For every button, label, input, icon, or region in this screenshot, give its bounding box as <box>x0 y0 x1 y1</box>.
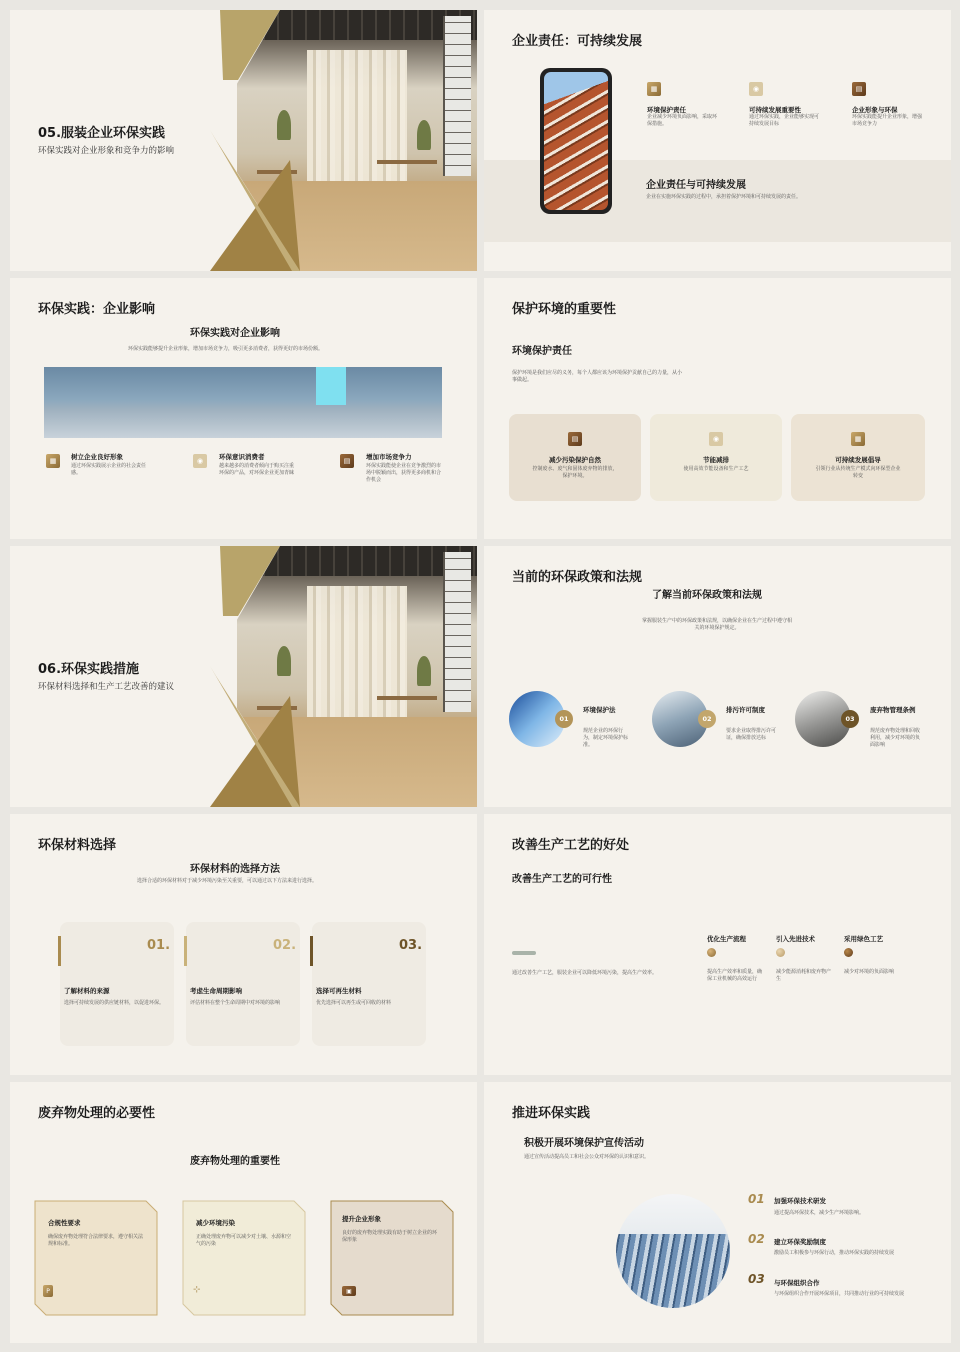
slide-title: 推进环保实践 <box>512 1106 591 1121</box>
number-badge: 03 <box>841 710 859 728</box>
item-number: 01 <box>748 1192 765 1206</box>
target-icon: ◉ <box>709 432 723 446</box>
item-label: 增加市场竞争力 <box>366 453 412 461</box>
card-desc: 良好的废弃物处理实践有助于树立企业的环保形象 <box>342 1230 438 1243</box>
slide-heading: 改善生产工艺的可行性 <box>512 874 612 885</box>
target-icon: ◉ <box>193 454 207 468</box>
slide-environment-importance[interactable] <box>484 278 951 539</box>
item-desc: 激励员工积极参与环保行动，推动环保实践的持续发展 <box>774 1250 895 1256</box>
card-label: 了解材料的来源 <box>64 987 110 995</box>
section-title: 05.服装企业环保实践 <box>38 126 166 141</box>
item-number: 03 <box>748 1272 765 1286</box>
item-label: 环境保护法 <box>583 706 616 714</box>
item-desc: 通过环保实践展示企业的社会责任感。 <box>71 463 147 476</box>
slide-section-05[interactable] <box>10 10 477 271</box>
item-desc: 企业减少环境负面影响，采取环保措施。 <box>647 114 718 127</box>
slide-heading: 环保材料的选择方法 <box>190 864 280 875</box>
item-label: 优化生产流程 <box>707 935 746 943</box>
item-label: 与环保组织合作 <box>774 1279 820 1287</box>
slide-heading: 积极开展环境保护宣传活动 <box>524 1138 644 1149</box>
item-desc: 减少能源消耗和废弃物产生 <box>776 969 832 982</box>
slide-heading: 了解当前环保政策和法规 <box>652 590 762 601</box>
slide-desc: 掌握服装生产中的环保政策和法规，以确保企业在生产过程中遵守相关的环境保护规定。 <box>642 618 793 631</box>
slide-heading: 环保实践对企业影响 <box>190 328 280 339</box>
card-desc: 评估材料在整个生命周期中对环境的影响 <box>190 1000 281 1006</box>
band-desc: 企业在实施环保实践的过程中，承担着保护环境和可持续发展的责任。 <box>646 194 802 200</box>
card-label: 减少污染保护自然 <box>549 456 601 464</box>
card-desc: 使用高效节能设备和生产工艺 <box>683 466 749 472</box>
slide-title: 环保材料选择 <box>38 838 117 853</box>
item-label: 引入先进技术 <box>776 935 815 943</box>
bullet-dot <box>707 948 716 957</box>
number-badge: 01 <box>555 710 573 728</box>
item-desc: 通过提高环保技术，减少生产环境影响。 <box>774 1210 865 1216</box>
accent-bar <box>512 951 536 955</box>
briefcase-icon: ▤ <box>340 454 354 468</box>
slide-material-selection[interactable] <box>10 814 477 1075</box>
phone-image <box>540 68 612 214</box>
slide-corporate-responsibility[interactable] <box>484 10 951 271</box>
briefcase-icon: ▤ <box>568 432 582 446</box>
card-label: 选择可再生材料 <box>316 987 362 995</box>
item-label: 环保意识消费者 <box>219 453 265 461</box>
building-icon: ▦ <box>647 82 661 96</box>
card-desc: 优先选择可以再生或可回收的材料 <box>316 1000 392 1006</box>
accent-bar <box>58 936 61 966</box>
slide-title: 当前的环保政策和法规 <box>512 570 643 585</box>
item-label: 树立企业良好形象 <box>71 453 123 461</box>
accent-bar <box>184 936 187 966</box>
slide-title: 企业责任：可持续发展 <box>512 34 643 49</box>
card-number: 03. <box>399 938 423 953</box>
item-desc: 与环保组织合作开展环保项目，共同推动行业的可持续发展 <box>774 1291 905 1297</box>
slide-desc: 通过改善生产工艺，服装企业可以降低环境污染，提高生产效率。 <box>512 970 658 976</box>
bullet-dot <box>844 948 853 957</box>
item-number: 02 <box>748 1232 765 1246</box>
slide-heading: 废弃物处理的重要性 <box>190 1156 280 1167</box>
item-desc: 环保实践能提升企业形象，增强市场竞争力 <box>852 114 923 127</box>
slide-waste-necessity[interactable] <box>10 1082 477 1343</box>
building-icon: ▦ <box>46 454 60 468</box>
item-label: 建立环保奖励制度 <box>774 1238 826 1246</box>
slide-title: 保护环境的重要性 <box>512 302 617 317</box>
document-icon: P <box>43 1285 53 1297</box>
card-label: 提升企业形象 <box>342 1215 381 1223</box>
card-number: 02. <box>273 938 297 953</box>
network-icon: ⊹ <box>193 1285 201 1295</box>
card-label: 合规性要求 <box>48 1219 81 1227</box>
card-label: 考虑生命周期影响 <box>190 987 242 995</box>
item-desc: 规范废弃物处理和回收利用，减少对环境的负面影响 <box>870 728 921 748</box>
accent-bar <box>310 936 313 966</box>
item-desc: 规范企业的环保行为，制定环境保护标准。 <box>583 728 629 748</box>
slide-enterprise-impact[interactable] <box>10 278 477 539</box>
item-label: 企业形象与环保 <box>852 106 898 114</box>
card-desc: 确保废弃物处理符合法律要求，遵守相关法规和标准。 <box>48 1234 144 1247</box>
hall-photo <box>44 367 442 438</box>
slide-desc: 环保实践能够提升企业形象，增加市场竞争力，吸引更多消费者，获得更好的市场份额。 <box>128 346 324 352</box>
section-subtitle: 环保实践对企业形象和竞争力的影响 <box>38 146 175 156</box>
slide-section-06[interactable] <box>10 546 477 807</box>
slide-process-benefits[interactable] <box>484 814 951 1075</box>
item-label: 加强环保技术研发 <box>774 1197 826 1205</box>
slide-desc: 保护环境是我们应尽的义务，每个人都应该为环境保护贡献自己的力量，从小事做起。 <box>512 370 683 383</box>
item-label: 采用绿色工艺 <box>844 935 883 943</box>
slide-title: 废弃物处理的必要性 <box>38 1106 156 1121</box>
slide-policies-regulations[interactable] <box>484 546 951 807</box>
item-desc: 越来越多的消费者倾向于购买注重环保的产品，对环保企业更加青睐 <box>219 463 295 476</box>
section-title: 06.环保实践措施 <box>38 662 140 677</box>
card-desc: 控制废水、废气和固体废弃物的排放，保护环境。 <box>532 466 618 479</box>
item-desc: 减少对环境的负面影响 <box>844 969 895 975</box>
item-label: 废弃物管理条例 <box>870 706 916 714</box>
card-desc: 正确处理废弃物可以减少对土壤、水源和空气的污染 <box>196 1234 292 1247</box>
slide-title: 环保实践：企业影响 <box>38 302 156 317</box>
item-label: 可持续发展重要性 <box>749 106 801 114</box>
target-icon: ◉ <box>749 82 763 96</box>
item-desc: 要求企业取得排污许可证，确保排放达标 <box>726 728 777 741</box>
card-label: 节能减排 <box>703 456 729 464</box>
card-desc: 选择可持续发展的供应链材料，以促进环保。 <box>64 1000 165 1006</box>
bullet-dot <box>776 948 785 957</box>
item-label: 排污许可制度 <box>726 706 765 714</box>
item-desc: 环保实践能使企业在竞争激烈的市场中脱颖而出，获得更多商机和合作机会 <box>366 463 442 483</box>
slide-promote-practice[interactable] <box>484 1082 951 1343</box>
building-icon: ▦ <box>851 432 865 446</box>
card-label: 可持续发展倡导 <box>835 456 881 464</box>
item-desc: 提高生产效率和质量，确保工业机械的高效运行 <box>707 969 763 982</box>
card-number: 01. <box>147 938 171 953</box>
briefcase-icon: ▤ <box>852 82 866 96</box>
band-title: 企业责任与可持续发展 <box>646 180 746 191</box>
slide-heading: 环境保护责任 <box>512 346 572 357</box>
slide-desc: 通过宣传活动提高员工和社会公众对环保的认识和意识。 <box>524 1154 650 1160</box>
number-badge: 02 <box>698 710 716 728</box>
item-label: 环境保护责任 <box>647 106 686 114</box>
slide-title: 改善生产工艺的好处 <box>512 838 630 853</box>
slide-desc: 选择合适的环保材料对于减少环境污染至关重要，可以通过以下方法来进行选择。 <box>137 878 318 884</box>
building-photo <box>616 1194 730 1308</box>
section-subtitle: 环保材料选择和生产工艺改善的建议 <box>38 682 175 692</box>
card-label: 减少环境污染 <box>196 1219 235 1227</box>
item-desc: 通过环保实践，企业能够实现可持续发展目标 <box>749 114 820 127</box>
image-icon: ▣ <box>342 1286 356 1296</box>
card-desc: 引领行业从传统生产模式向环保型企业转变 <box>815 466 901 479</box>
